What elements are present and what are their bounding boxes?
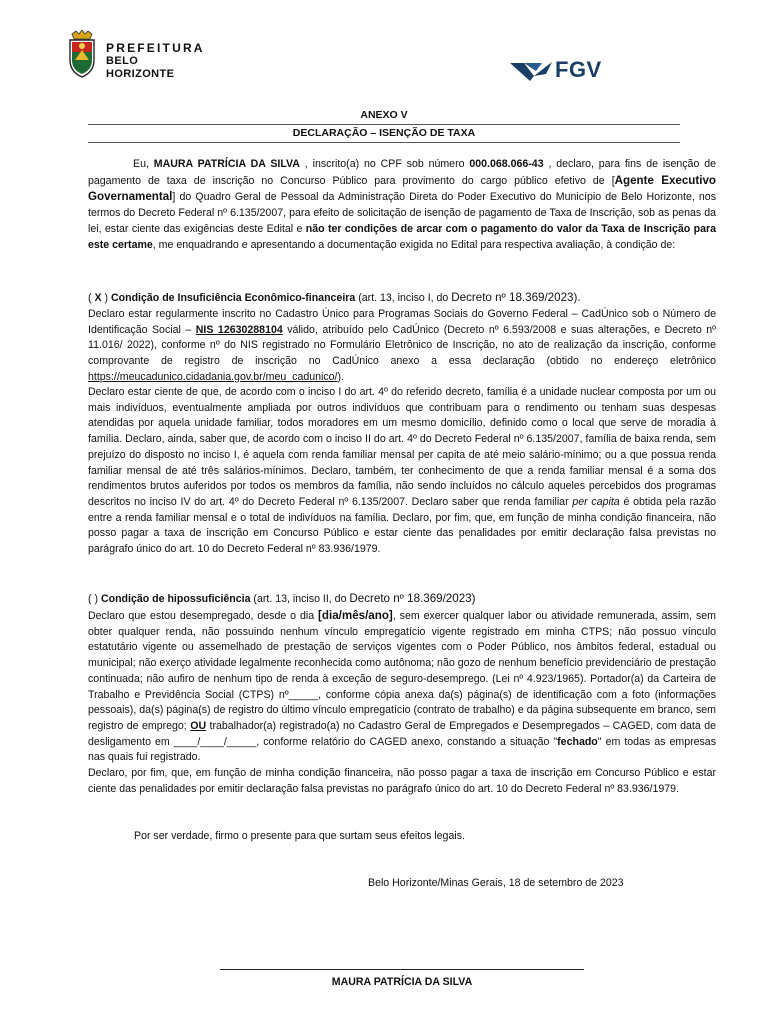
option2-text: Declaro que estou desempregado, desde o dia: [88, 610, 319, 622]
signature-line: [220, 969, 584, 970]
option1-paragraph2: [88, 385, 716, 558]
option2-heading: [88, 591, 716, 608]
option1-paren: (: [88, 292, 95, 304]
option1-paragraph1: [88, 307, 716, 386]
signature-name: MAURA PATRÍCIA DA SILVA: [331, 976, 473, 988]
intro-text: ] do Quadro Geral de Pessoal da Administração Direta do Poder Executivo do Município de Belo Horizonte, nos termos do Decreto Federal nº 6.135/2007, para efeito de solicitação de isenção de pagamento de Taxa de Inscrição, sob as penas da lei, estar ciente das exigências deste Edital e: [88, 191, 716, 235]
option1-text: é obtida pela razão entre a renda familiar mensal e o total de indivíduos na família. Declaro, por fim, que, em função de minha condição financeira, não posso pagar a taxa de inscrição em Concurso Público e estar ciente das penalidades por emitir declaração falsa previstas no parágrafo único do art. 10 do Decreto Federal nº 83.936/1979.: [88, 495, 716, 556]
option1-text: válido, atribuído pelo CadÚnico (Decreto nº 6.593/2008 e suas alterações, e Decreto nº 11.016/ 2022), conforme nº do NIS registrado no Formulário Eletrônico de Inscrição, no ato de realização da inscrição, conforme comprovante de registro de inscrição no CadÚnico anexo a essa declaração (obtido no endereço eletrônico: [88, 323, 716, 368]
option1-paren: ): [101, 292, 111, 304]
option1-text: ).: [337, 370, 344, 383]
pbh-line1: PREFEITURA: [106, 41, 205, 55]
intro-bold-clause: não ter condições de arcar com o pagamento do valor da Taxa de Inscrição para este certame: [88, 222, 716, 251]
closing-statement: Por ser verdade, firmo o presente para que surtam seus efeitos legais.: [134, 830, 465, 842]
crest-icon: [66, 30, 98, 78]
option2-paragraph2: Declaro, por fim, que, em função de minha condição financeira, não posso pagar a taxa de inscrição em Concurso Público e estar ciente das penalidades por emitir declaração falsa previstas no parágrafo único do art. 10 do Decreto Federal nº 83.936/1979.: [88, 767, 716, 795]
cadunico-link[interactable]: https://meucadunico.cidadania.gov.br/meu_cadunico/: [88, 370, 338, 383]
pbh-logo: [66, 30, 206, 78]
pbh-line2: BELO HORIZONTE: [106, 55, 175, 80]
fgv-mark-icon: [510, 60, 552, 82]
document-title: DECLARAÇÃO – ISENÇÃO DE TAXA: [292, 127, 476, 139]
option1-decree: Decreto nº 18.369/2023).: [451, 291, 581, 304]
option1-ref: (art. 13, inciso I, do: [355, 292, 452, 304]
option2-text: " em todas as empresas nas quais fui registrado.: [88, 735, 716, 764]
intro-text: , me enquadrando e apresentando a documentação exigida no Edital para respectiva avaliação, à condição de:: [152, 238, 676, 251]
option2-text: , sem exercer qualquer labor ou atividade remunerada, assim, sem obter qualquer renda, não possuindo nenhum vínculo empregatício vigente registrado em minha CTPS; não possuo vínculo estatutário vigente ou assemelhado de prestação de serviços vigentes com o Poder Público, nos âmbitos federal, estadual ou municipal; não exerço atividade legalmente reconhecida como autônoma; não gozo de nenhum benefício previdenciário de prestação continuada; não aufiro de nenhum tipo de renda à exceção de seguro-desemprego. (Lei nº 4.923/1965). Portador(a) da Carteira de Trabalho e Previdência Social (CTPS) nº_____, conforme cópia anexa da(s) página(s) de identificação com a foto (informações pessoais), da(s) página(s) de registro do último vínculo empregatício (contrato de trabalho) e da página subsequente em branco, sem registro de emprego;: [88, 610, 716, 732]
intro-text: Eu,: [133, 158, 154, 170]
option1-heading: [88, 290, 716, 307]
per-capita-term: per capita: [572, 495, 620, 508]
title-rule-top: [88, 124, 680, 125]
nis-number: NIS 12630288104: [195, 323, 283, 336]
intro-text: , inscrito(a) no CPF sob número: [299, 158, 470, 170]
place-date: Belo Horizonte/Minas Gerais, 18 de setembro de 2023: [368, 877, 624, 889]
option2-text: trabalhador(a) registrado(a) no Cadastro Geral de Empregados e Desempregados – CAGED, com data de desligamento em ____/____/_____, conforme relatório do CAGED anexo, constando a situação ": [88, 719, 716, 748]
fgv-logo: [510, 58, 640, 84]
role-name: Agente Executivo Governamental: [88, 173, 716, 204]
annex-heading: ANEXO V: [360, 109, 408, 121]
ou-emphasis: OU: [190, 719, 207, 732]
option2-title: Condição de hipossuficiência: [100, 593, 251, 605]
declarant-name: MAURA PATRÍCIA DA SILVA: [153, 158, 300, 170]
option1-checkmark: X: [94, 292, 102, 304]
option2-checkbox: ( ): [88, 593, 101, 605]
fgv-wordmark: FGV: [555, 57, 602, 82]
intro-text: , declaro, para fins de isenção de pagamento de taxa de inscrição no Concurso Público para provimento do cargo público efetivo de [: [88, 158, 716, 187]
option2-ref: (art. 13, inciso II, do: [250, 593, 350, 605]
cpf-number: 000.068.066-43: [469, 158, 544, 170]
option1-text: Declaro estar regularmente inscrito no Cadastro Único para Programas Sociais do Governo Federal – CadÚnico sob o Número de Identificação Social –: [88, 308, 716, 336]
option2-decree: Decreto nº 18.369/2023): [349, 592, 476, 605]
option1-text: Declaro estar ciente de que, de acordo com o inciso I do art. 4º do referido decreto, família é a unidade nuclear composta por um ou mais indivíduos, eventualmente ampliada por outros indivíduos que contribuam para o rendimento ou tenham suas despesas atendidas por aquela unidade familiar, todos moradores em um mesmo domicílio, definido como o local que serve de moradia à família. Declaro, ainda, saber que, de acordo com o inciso II do art. 4º do Decreto Federal nº 6.135/2007, família de baixa renda, sem prejuízo do disposto no inciso I, é aquela com renda familiar mensal per capita de até meio salário-mínimo; ou a que possua renda familiar mensal de até três salários-mínimos. Declaro, também, ter conhecimento de que a renda familiar mensal é a soma dos rendimentos brutos auferidos por todos os membros da família, não sendo incluídos no cálculo aqueles percebidos dos programas descritos no inciso IV do art. 4º do Decreto Federal nº 6.135/2007. Declaro saber que renda familiar: [88, 386, 716, 508]
intro-paragraph: [88, 157, 716, 253]
option2-paragraph1: [88, 608, 716, 766]
fechado-term: fechado: [557, 735, 598, 748]
title-rule-bottom: [88, 142, 680, 143]
option1-title: Condição de Insuficiência Econômico-financeira: [110, 292, 356, 304]
unemployment-date-field: [dia/mês/ano]: [318, 609, 393, 622]
